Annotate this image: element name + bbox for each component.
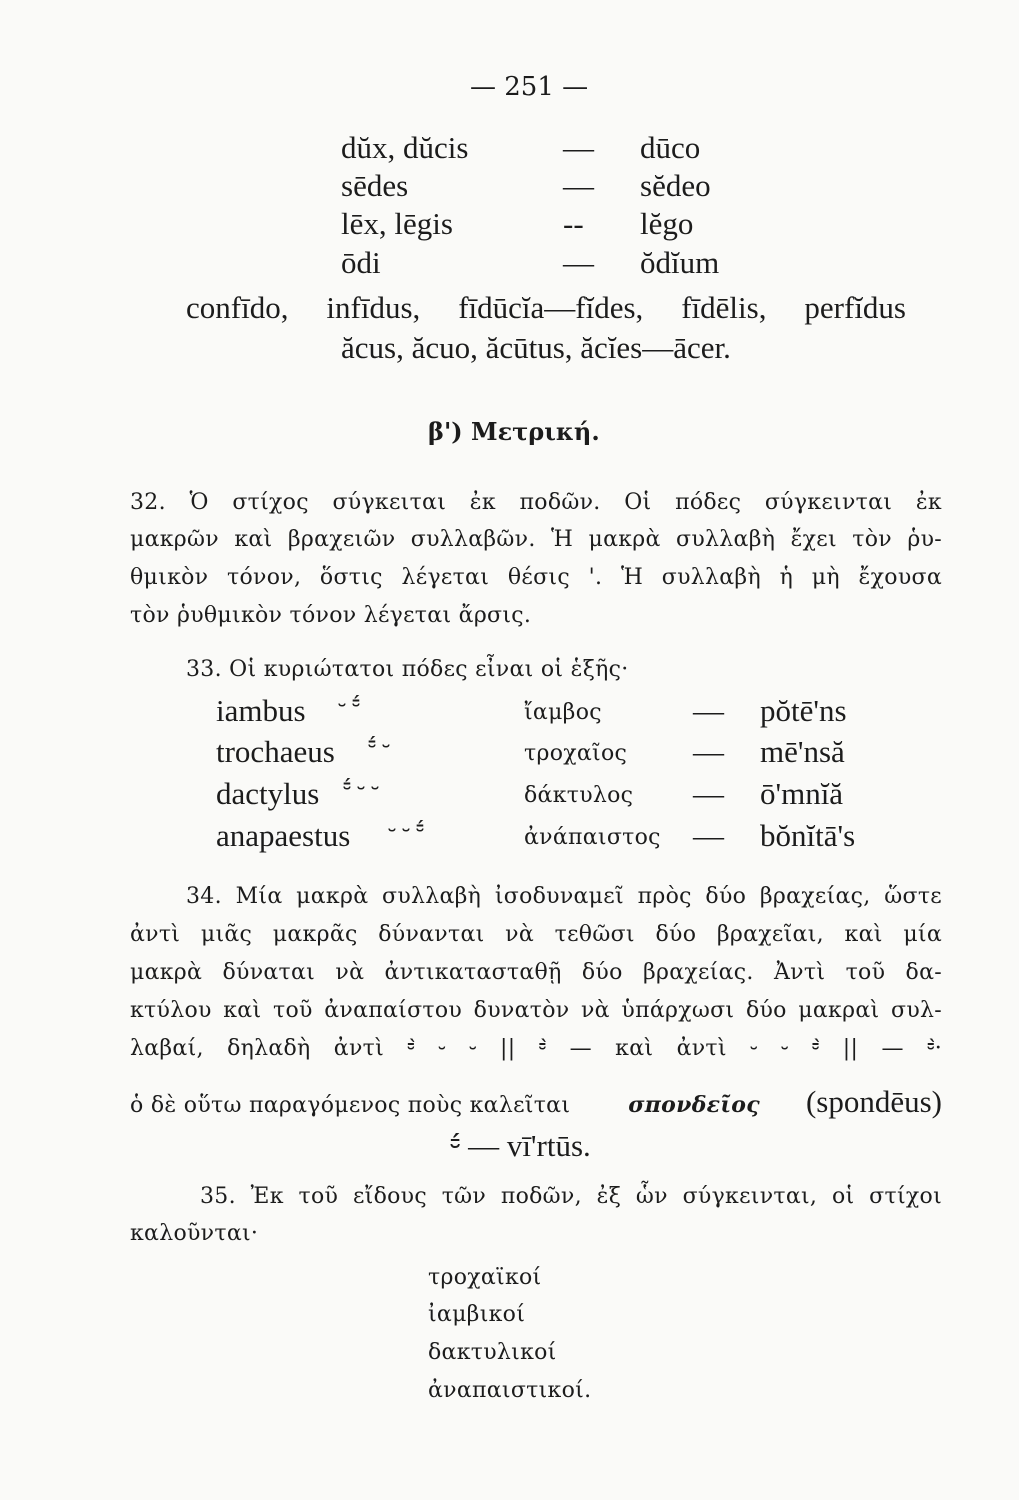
foot-scansion: ⏑ ⏒́ xyxy=(338,693,360,719)
verse-type-item: ἀναπαιστικοί. xyxy=(428,1378,592,1403)
paragraph-34-line: κτύλου καὶ τοῦ ἀναπαίστου δυνατὸν νὰ ὑπάρχωσι δύο μακραὶ συλ- xyxy=(130,998,942,1023)
etymology-dash: — xyxy=(563,168,594,203)
verse-type-item: ἰαμβικοί xyxy=(428,1302,526,1327)
foot-example: bŏnĭtā's xyxy=(760,818,856,853)
foot-greek-name: τροχαῖος xyxy=(524,741,628,766)
foot-latin-name: trochaeus xyxy=(216,734,335,769)
spondee-greek-term: σπονδεῖος xyxy=(628,1092,760,1118)
paragraph-34-line: μακρὰ δύναται νὰ ἀντικατασταθῇ δύο βραχείας. Ἀντὶ τοῦ δα- xyxy=(130,960,942,985)
foot-dash: — xyxy=(693,693,724,728)
verse-type-item: δακτυλικοί xyxy=(428,1340,557,1365)
foot-greek-name: ἴαμβος xyxy=(524,700,602,725)
paragraph-32-line: 32. Ὁ στίχος σύγκειται ἐκ ποδῶν. Οἱ πόδες σύγκεινται ἐκ xyxy=(130,490,942,515)
section-heading: β') Μετρική. xyxy=(428,417,600,446)
paragraph-32-line: τὸν ῥυθμικὸν τόνον λέγεται ἄρσις. xyxy=(130,603,532,628)
foot-latin-name: iambus xyxy=(216,693,306,728)
foot-latin-name: anapaestus xyxy=(216,818,351,853)
foot-example: pŏtē'ns xyxy=(760,693,847,728)
foot-dash: — xyxy=(693,818,724,853)
paragraph-35-line: 35. Ἐκ τοῦ εἴδους τῶν ποδῶν, ἐξ ὧν σύγκεινται, οἱ στίχοι xyxy=(200,1184,942,1209)
foot-greek-name: δάκτυλος xyxy=(524,783,634,808)
foot-scansion: ⏒́ ⏑ ⏑ xyxy=(343,776,379,802)
foot-scansion: ⏑ ⏑ ⏒́ xyxy=(388,818,424,844)
foot-scansion: ⏒́ ⏑ xyxy=(368,734,390,760)
paragraph-34-last-line: ὁ δὲ οὕτω παραγόμενος ποὺς καλεῖται xyxy=(130,1093,571,1118)
etymology-right: ŏdĭum xyxy=(640,245,720,280)
etymology-left: dŭx, dŭcis xyxy=(341,130,469,165)
etymology-dash: — xyxy=(563,130,594,165)
verse-type-item: τροχαϊκοί xyxy=(428,1265,542,1290)
etymology-right: dūco xyxy=(640,130,701,165)
paragraph-34-line: 34. Μία μακρὰ συλλαβὴ ἰσοδυναμεῖ πρὸς δύο βραχείας, ὥστε xyxy=(186,884,942,909)
paragraph-33-intro: 33. Οἱ κυριώτατοι πόδες εἶναι οἱ ἑξῆς· xyxy=(186,657,629,682)
etymology-right: sĕdeo xyxy=(640,168,711,203)
word-family-line: ăcus, ăcuo, ăcūtus, ăcĭes—ācer. xyxy=(341,330,731,365)
foot-dash: — xyxy=(693,734,724,769)
spondee-latin-term: (spondēus) xyxy=(805,1084,942,1119)
foot-greek-name: ἀνάπαιστος xyxy=(524,825,661,850)
etymology-dash: -- xyxy=(563,206,584,241)
virtus-example: ⏒́ — vī'rtūs. xyxy=(450,1128,591,1163)
etymology-dash: — xyxy=(563,245,594,280)
foot-dash: — xyxy=(693,776,724,811)
paragraph-35-line: καλοῦνται· xyxy=(130,1221,259,1246)
etymology-right: lĕgo xyxy=(640,206,694,241)
paragraph-34-line: ἀντὶ μιᾶς μακρᾶς δύνανται νὰ τεθῶσι δύο βραχεῖαι, καὶ μία xyxy=(130,922,942,947)
paragraph-32-line: μακρῶν καὶ βραχειῶν συλλαβῶν. Ἡ μακρὰ συλλαβὴ ἔχει τὸν ῥυ- xyxy=(130,527,942,552)
etymology-left: lēx, lēgis xyxy=(341,206,453,241)
etymology-left: sēdes xyxy=(341,168,409,203)
foot-latin-name: dactylus xyxy=(216,776,320,811)
paragraph-34-line: λαβαί, δηλαδὴ ἀντὶ ⏒́ ⏑ ⏑ || ⏒́ — καὶ ἀντὶ ⏑ ⏑ ⏒́ || — ⏒́· xyxy=(130,1036,942,1061)
spondee-line xyxy=(130,1084,942,1120)
foot-example: ō'mnĭă xyxy=(760,776,844,811)
page-number: — 251 — xyxy=(470,72,589,102)
word-family-line: confīdo, infīdus, fīdūcĭa—fĭdes, fīdēlis, perfĭdus xyxy=(186,290,906,325)
paragraph-32-line: θμικὸν τόνον, ὅστις λέγεται θέσις '. Ἡ συλλαβὴ ἡ μὴ ἔχουσα xyxy=(130,565,942,590)
foot-example: mē'nsă xyxy=(760,734,845,769)
etymology-left: ōdi xyxy=(341,245,381,280)
